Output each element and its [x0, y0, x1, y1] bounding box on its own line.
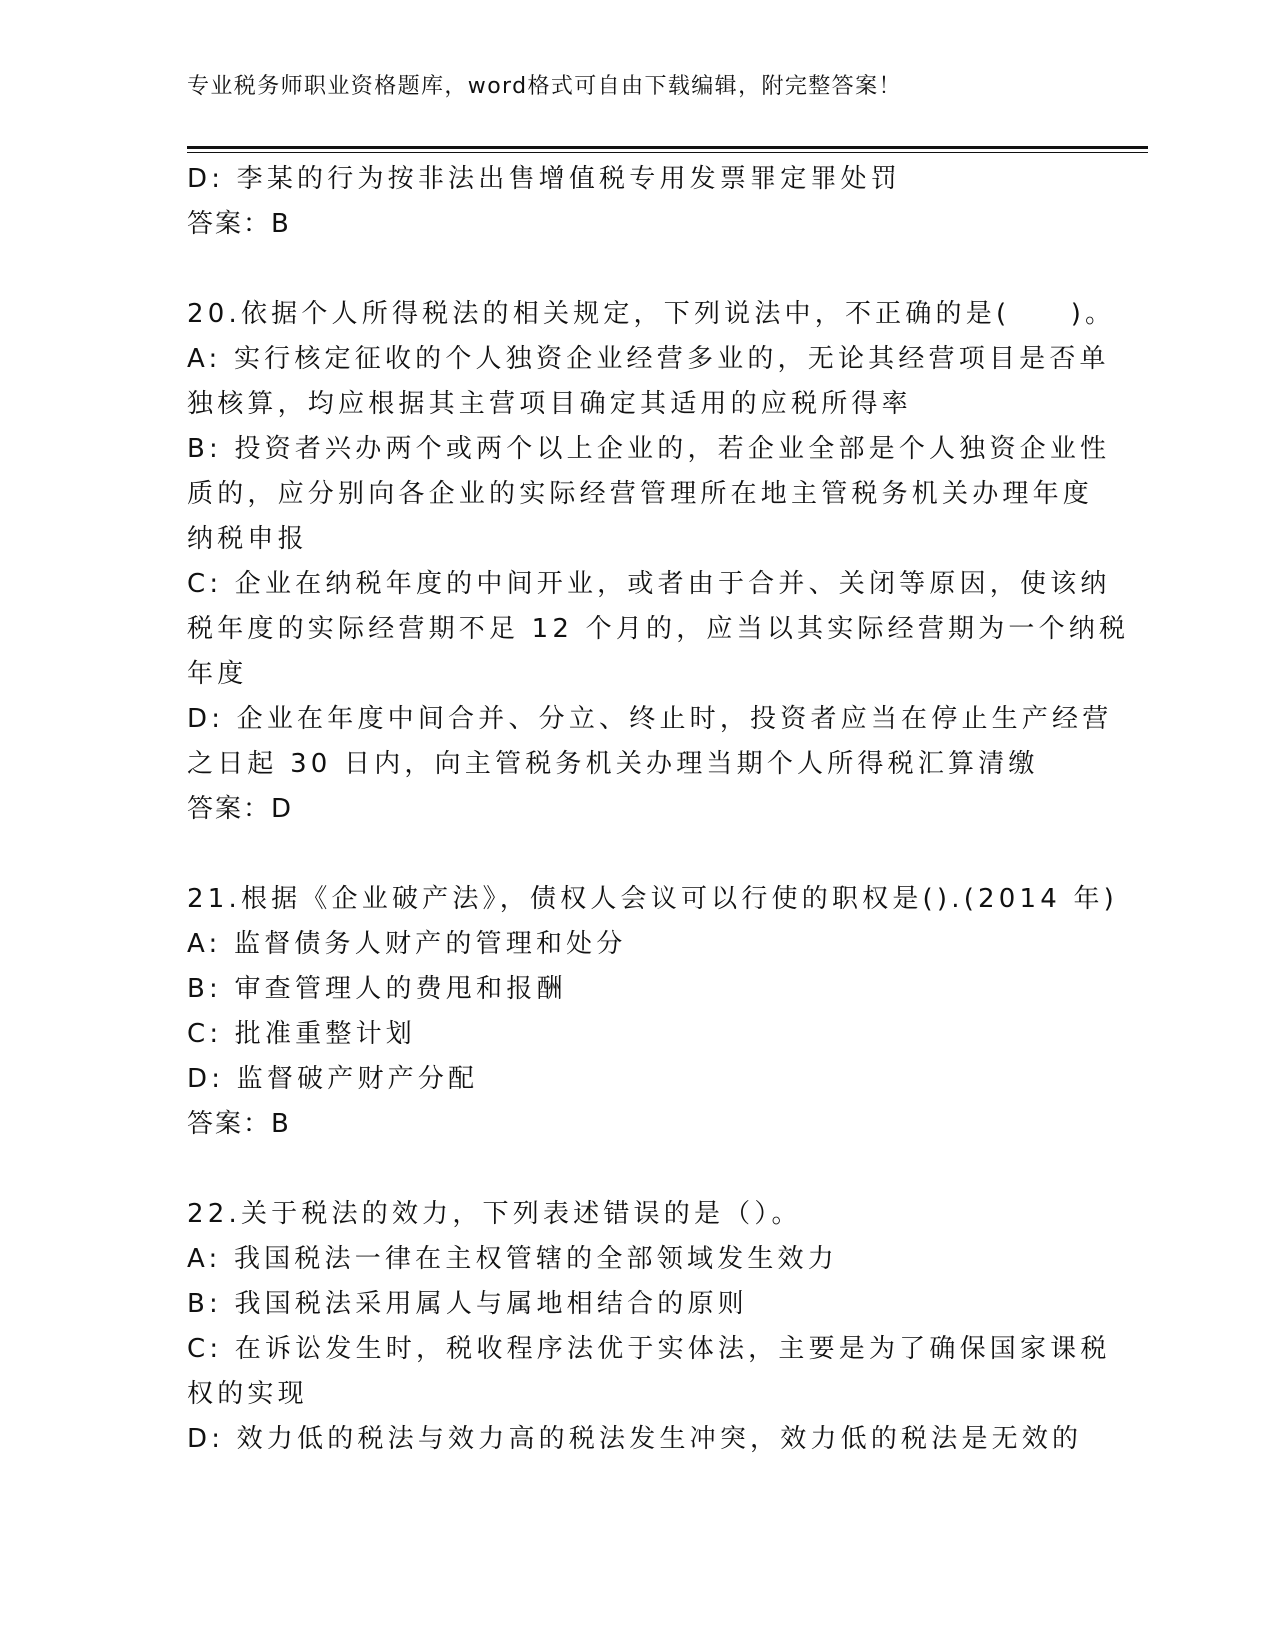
q20-option-b-line1: B: 投资者兴办两个或两个以上企业的，若企业全部是个人独资企业性: [187, 434, 1111, 464]
q20-option-d-line1: D: 企业在年度中间合并、分立、终止时，投资者应当在停止生产经营: [187, 704, 1113, 734]
spacer: [187, 832, 1117, 877]
q20-option-c-line3: 年度: [187, 659, 248, 689]
q20-option-c-line2: 税年度的实际经营期不足 12 个月的，应当以其实际经营期为一个纳税: [187, 614, 1130, 644]
q22-option-c-line2: 权的实现: [187, 1379, 308, 1409]
q22-option-c-line1: C: 在诉讼发生时，税收程序法优于实体法，主要是为了确保国家课税: [187, 1334, 1111, 1364]
q20-option-d-line2: 之日起 30 日内，向主管税务机关办理当期个人所得税汇算清缴: [187, 749, 1039, 779]
q21-option-c: C: 批准重整计划: [187, 1019, 416, 1049]
spacer: [187, 1147, 1117, 1192]
header-rule-thin: [187, 152, 1148, 153]
q21-answer: 答案：B: [187, 1109, 291, 1139]
spacer: [187, 247, 1117, 292]
q20-option-b-line3: 纳税申报: [187, 524, 308, 554]
q22-option-b: B: 我国税法采用属人与属地相结合的原则: [187, 1289, 748, 1319]
q20-option-c-line1: C: 企业在纳税年度的中间开业，或者由于合并、关闭等原因，使该纳: [187, 569, 1111, 599]
q20-option-a-line2: 独核算，均应根据其主营项目确定其适用的应税所得率: [187, 389, 912, 419]
q20-answer: 答案：D: [187, 794, 294, 824]
q22-option-d: D: 效力低的税法与效力高的税法发生冲突，效力低的税法是无效的: [187, 1424, 1083, 1454]
q20-option-b-line2: 质的，应分别向各企业的实际经营管理所在地主管税务机关办理年度: [187, 479, 1094, 509]
q21-option-b: B: 审查管理人的费甩和报酬: [187, 974, 567, 1004]
q21-option-d: D: 监督破产财产分配: [187, 1064, 479, 1094]
question-content: [187, 157, 1130, 1462]
page-header: 专业税务师职业资格题库，word格式可自由下载编辑，附完整答案！: [187, 74, 902, 99]
q22-option-a: A: 我国税法一律在主权管辖的全部领域发生效力: [187, 1244, 838, 1274]
header-rule-thick: [187, 146, 1148, 149]
q21-option-a: A: 监督债务人财产的管理和处分: [187, 929, 627, 959]
q19-answer: 答案：B: [187, 209, 291, 239]
q19-option-d: D: 李某的行为按非法出售增值税专用发票罪定罪处罚: [187, 164, 902, 194]
q20-option-a-line1: A: 实行核定征收的个人独资企业经营多业的，无论其经营项目是否单: [187, 344, 1110, 374]
q22-stem: 22.关于税法的效力，下列表述错误的是（）。: [187, 1199, 802, 1229]
q20-stem: 20.依据个人所得税法的相关规定，下列说法中，不正确的是( )。: [187, 299, 1116, 329]
q21-stem: 21.根据《企业破产法》，债权人会议可以行使的职权是().(2014 年): [187, 884, 1119, 914]
